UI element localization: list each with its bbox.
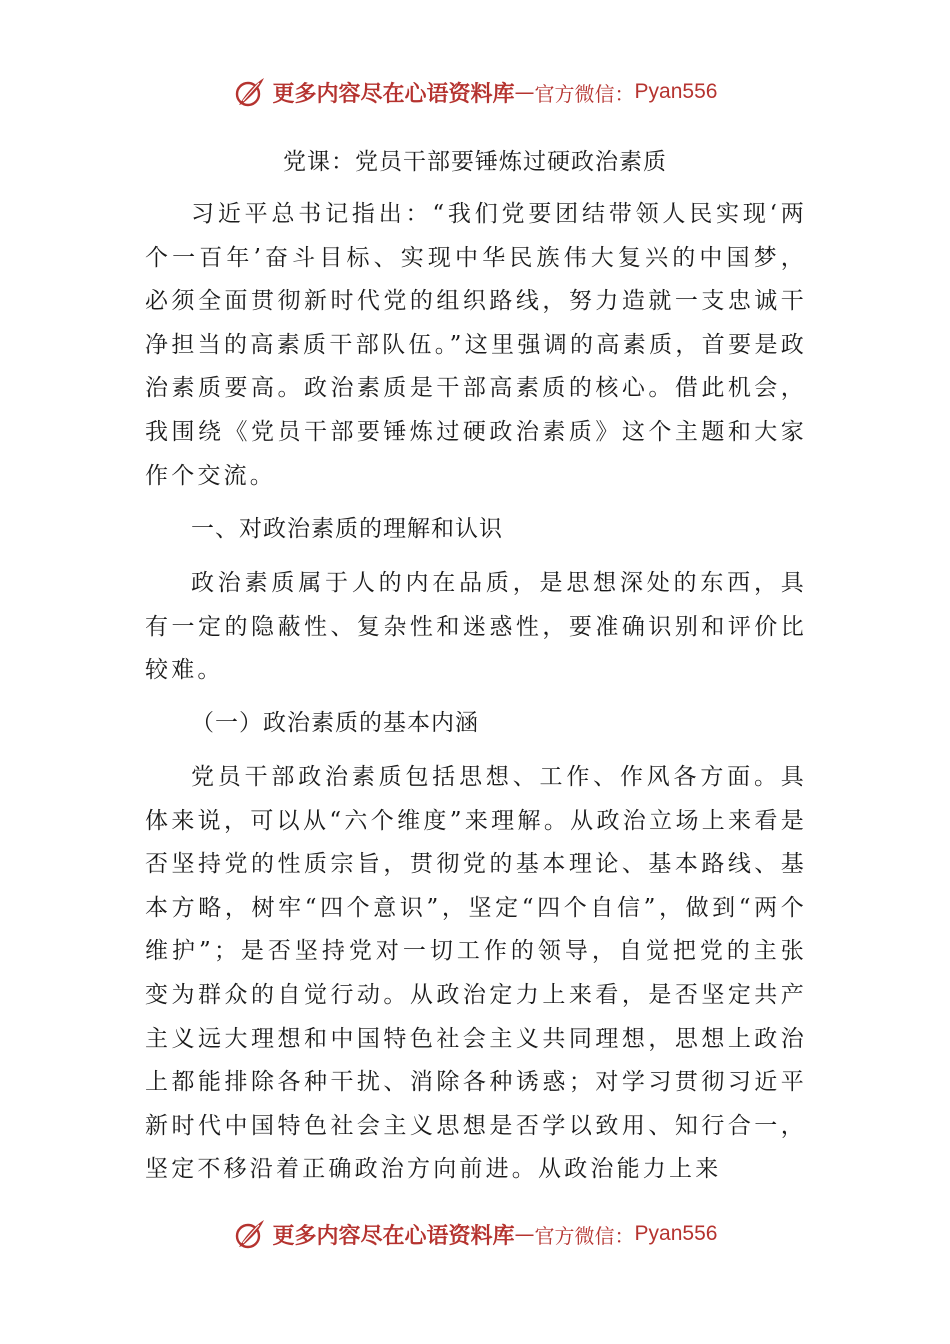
- quill-pen-logo-icon: [233, 75, 267, 109]
- bottom-watermark-banner: [0, 1212, 950, 1256]
- banner-brand-text: 更多内容尽在心语资料库: [272, 1222, 515, 1249]
- banner-brand-text: 更多内容尽在心语资料库: [272, 80, 515, 107]
- paragraph-intro: 习近平总书记指出：“我们党要团结带领人民实现‘两个一百年’奋斗目标、实现中华民族伟大复兴的中国梦，必须全面贯彻新时代党的组织路线，努力造就一支忠诚干净担当的高素质干部队伍。”这里强调的高素质，首要是政治素质要高。政治素质是干部高素质的核心。借此机会，我围绕《党员干部要锤炼过硬政治素质》这个主题和大家作个交流。: [145, 201, 807, 489]
- paragraph-section-1: 政治素质属于人的内在品质，是思想深处的东西，具有一定的隐蔽性、复杂性和迷惑性，要准确识别和评价比较难。: [145, 570, 807, 684]
- banner-official-label: 官方微信：: [534, 1223, 635, 1248]
- banner-dash: —: [514, 1222, 535, 1246]
- subsection-heading-1: （一）政治素质的基本内涵: [191, 710, 479, 736]
- banner-wechat-id: Pyan556: [634, 1222, 718, 1245]
- quill-pen-logo-icon: [233, 1217, 267, 1251]
- section-heading-1: 一、对政治素质的理解和认识: [191, 516, 503, 542]
- banner-official-label: 官方微信：: [534, 81, 635, 106]
- document-title: 党课：党员干部要锤炼过硬政治素质: [283, 149, 667, 175]
- paragraph-subsection-1: 党员干部政治素质包括思想、工作、作风各方面。具体来说，可以从“六个维度”来理解。从政治立场上来看是否坚持党的性质宗旨，贯彻党的基本理论、基本路线、基本方略，树牢“四个意识”，坚定“四个自信”，做到“两个维护”；是否坚持党对一切工作的领导，自觉把党的主张变为群众的自觉行动。从政治定力上来看，是否坚定共产主义远大理想和中国特色社会主义共同理想，思想上政治上都能排除各种干扰、消除各种诱惑；对学习贯彻习近平新时代中国特色社会主义思想是否学以致用、知行合一，坚定不移沿着正确政治方向前进。从政治能力上来: [145, 764, 807, 1183]
- banner-dash: —: [514, 80, 535, 104]
- top-watermark-banner: [0, 70, 950, 114]
- banner-wechat-id: Pyan556: [634, 80, 718, 103]
